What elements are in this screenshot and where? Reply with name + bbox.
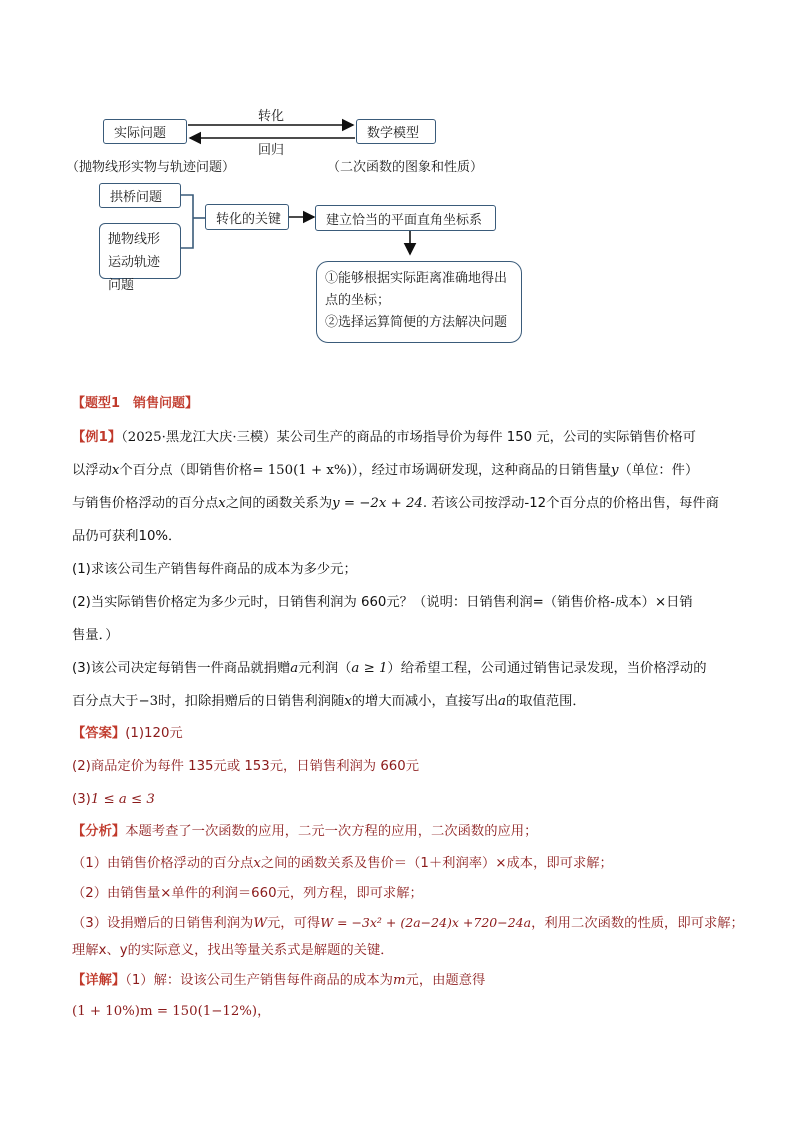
neg-three: −3 [138,694,159,709]
detail-tag: 【详解】 [72,973,126,988]
a-condition: a ≥ 1 [351,661,388,676]
example-text-1: 某公司生产的商品的市场指导价为每件 150 元，公司的实际销售价格可 [276,430,696,445]
step-1: ①能够根据实际距离准确地得出点的坐标； [325,271,508,308]
step-2: ②选择运算简便的方法解决问题 [325,315,508,330]
var-a: a [498,694,506,709]
parabola-problem-box [99,223,181,293]
actual-problem-label: 实际问题 [114,126,167,141]
arch-problem-label: 拱桥问题 [110,190,163,205]
question-1: (1)求该公司生产销售每件商品的成本为多少元； [72,562,357,577]
coord-label: 建立恰当的平面直角坐标系 [326,212,483,228]
var-a: a [290,661,299,676]
section-title: 【题型1 销售问题】 [72,396,199,411]
analysis-p3c: ，利用二次函数的性质，即可求解； [531,916,744,931]
var-x: x [253,856,261,871]
var-W: W [253,916,267,931]
question-2a: (2)当实际销售价格定为多少元时，日销售利润为 660元？（说明：日销售利润=（销售价格-成本）×日销 [72,595,693,610]
var-y: y [610,463,619,478]
analysis-p3a: （3）设捐赠后的日销售利润为 [72,916,254,931]
detail-line-1 [72,972,485,990]
key-box [205,204,289,230]
example-text-3a: 与销售价格浮动的百分点 [72,496,219,511]
question-3b [72,693,586,711]
function-formula: y = −2x + 24 [332,496,423,511]
analysis-line-4 [72,914,744,933]
price-formula: = 150(1 + x%) [252,463,352,478]
example-text-2a: 以浮动 [72,463,112,478]
analysis-tag: 【分析】 [72,824,126,839]
math-model-label: 数学模型 [367,126,420,141]
question-2b: 售量．） [72,628,119,643]
analysis-line-3: （2）由销售量×单件的利润＝660元，列方程，即可求解； [72,886,423,901]
example-tag: 【例1】 [72,430,122,445]
example-text-3b: 之间的函数关系为 [225,496,333,511]
answer-3-prefix: (3) [72,792,91,807]
analysis-p1b: 之间的函数关系及售价＝（1＋利润率）×成本，即可求解； [260,856,613,871]
W-equation: W = −3x² + (2a−24)x +720−24a [320,915,532,930]
question-3a [72,660,707,678]
q3-text-d: 百分点大于 [72,694,139,709]
analysis-line-5: 理解x、y的实际意义，找出等量关系式是解题的关键． [72,943,394,958]
coord-box [315,205,496,231]
q3-text-f: 的增大而减小，直接写出 [351,694,499,709]
example-line-3 [72,495,719,513]
arch-problem-box [99,183,181,208]
q3-text-b: 元利润（ [298,661,352,676]
return-label: 回归 [258,143,285,158]
example-source: （2025·黑龙江大庆·三模） [121,430,277,445]
analysis-p3b: 元，可得 [267,916,321,931]
example-text-2d: （单位：件） [618,463,699,478]
answer-2: (2)商品定价为每件 135元或 153元，日销售利润为 660元 [72,759,419,774]
note-right: （二次函数的图象和性质） [327,160,484,175]
analysis-line-1 [72,823,537,841]
analysis-p1a: （1）由销售价格浮动的百分点 [72,856,254,871]
q3-text-c: ）给希望工程，公司通过销售记录发现，当价格浮动的 [387,661,707,676]
detail-d1a: （1）解：设该公司生产销售每件商品的成本为 [125,973,393,988]
var-m: m [392,973,406,988]
answer-line-3 [72,791,155,809]
q3-text-g: 的取值范围． [505,694,586,709]
detail-d1b: 元，由题意得 [405,973,486,988]
analysis-line-2 [72,855,613,873]
example-line-4: 品仍可获利10%． [72,529,182,544]
answer-line-1 [72,725,183,743]
key-label: 转化的关键 [216,211,282,227]
transform-label: 转化 [258,109,285,124]
steps-box [316,261,522,343]
example-text-2b: 个百分点（即销售价格 [119,463,253,478]
var-x: x [344,694,352,709]
answer-tag: 【答案】 [72,726,126,741]
example-text-3c: . 若该公司按浮动-12个百分点的价格出售，每件商 [422,496,719,511]
example-line-1 [72,429,696,447]
var-x: x [218,496,226,511]
q3-text-a: (3)该公司决定每销售一件商品就捐赠 [72,661,291,676]
analysis-intro: 本题考查了一次函数的应用，二元一次方程的应用，二次函数的应用； [125,824,538,839]
q3-text-e: 时，扣除捐赠后的日销售利润随 [158,694,345,709]
example-line-2 [72,462,698,480]
note-left: （抛物线形实物与轨迹问题） [66,160,236,175]
answer-3-range: 1 ≤ a ≤ 3 [90,792,155,807]
example-text-2c: ），经过市场调研发现，这种商品的日销售量 [351,463,611,478]
detail-line-2: (1 + 10%)m = 150(1−12%)， [72,1004,271,1019]
var-x: x [111,463,120,478]
answer-1: (1)120元 [125,726,183,741]
parabola-problem-label: 抛物线形运动轨迹问题 [108,232,161,293]
